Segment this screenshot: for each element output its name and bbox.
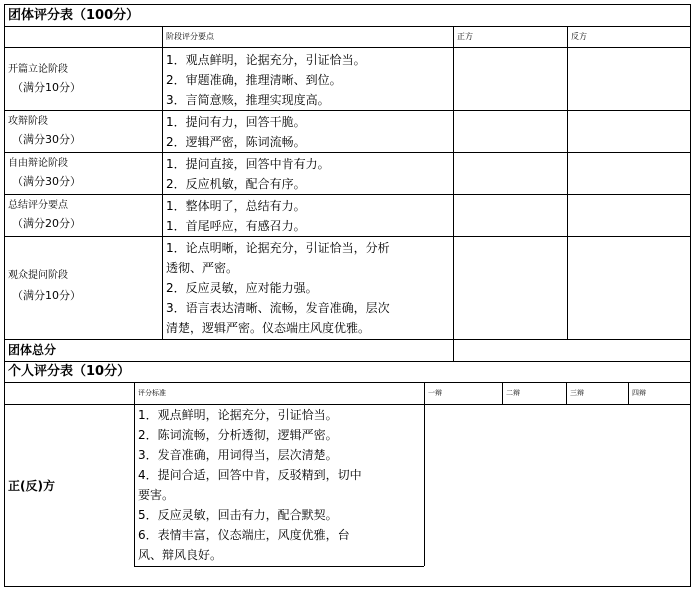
affirmative-header: 正方 — [457, 32, 473, 41]
criteria-point: 1．首尾呼应，有感召力。 — [166, 219, 306, 233]
debater3-header: 三辩 — [570, 389, 584, 397]
stage-max: （满分30分） — [12, 175, 81, 188]
debater2-header: 二辩 — [506, 389, 520, 397]
criteria-point: 3．言简意赅，推理实现度高。 — [166, 93, 330, 107]
criteria-point: 3．发音准确，用词得当，层次清楚。 — [138, 448, 338, 462]
criteria-point: 1．观点鲜明，论据充分，引证恰当。 — [166, 53, 366, 67]
rule — [4, 194, 691, 195]
rule — [4, 236, 691, 237]
negative-header: 反方 — [571, 32, 587, 41]
stage-label: 总结评分要点 — [8, 200, 68, 211]
rule — [162, 26, 163, 339]
team-total-label: 团体总分 — [8, 343, 57, 357]
rule — [566, 382, 567, 404]
stage-label: 观众提问阶段 — [8, 270, 68, 281]
criteria-point: 2．反应机敏，配合有序。 — [166, 177, 306, 191]
rule — [4, 339, 691, 340]
criteria-point: 1．观点鲜明，论据充分，引证恰当。 — [138, 408, 338, 422]
criteria-point: 2．反应灵敏，应对能力强。 — [166, 281, 318, 295]
rule — [628, 382, 629, 404]
document-border — [4, 4, 691, 587]
criteria-point: 1．论点明晰，论据充分，引证恰当，分析 — [166, 241, 390, 255]
rule — [4, 47, 691, 48]
rule — [4, 382, 691, 383]
criteria-point: 1．提问直接，回答中肯有力。 — [166, 157, 330, 171]
rule — [4, 110, 691, 111]
stage-max: （满分10分） — [12, 81, 81, 94]
rule — [453, 26, 454, 361]
criteria-point: 3．语言表达清晰、流畅，发音准确，层次 — [166, 301, 390, 315]
stage-label: 开篇立论阶段 — [8, 64, 68, 75]
rule — [4, 152, 691, 153]
criteria-point: 风、辩风良好。 — [138, 548, 223, 562]
criteria-header: 阶段评分要点 — [166, 32, 214, 41]
individual-table-title: 个人评分表（10分） — [8, 364, 131, 379]
criteria-point: 2．陈词流畅，分析透彻，逻辑严密。 — [138, 428, 338, 442]
rule — [424, 382, 425, 566]
criteria-point: 清楚，逻辑严密。仪态端庄风度优雅。 — [166, 321, 371, 335]
criteria-point: 1．整体明了，总结有力。 — [166, 199, 306, 213]
stage-label: 自由辩论阶段 — [8, 158, 68, 169]
criteria-point: 5．反应灵敏，回击有力，配合默契。 — [138, 508, 338, 522]
criteria-point: 要害。 — [138, 488, 175, 502]
criteria-point: 透彻、严密。 — [166, 261, 239, 275]
stage-max: （满分20分） — [12, 217, 81, 230]
stage-max: （满分30分） — [12, 133, 81, 146]
criteria-point: 4．提问合适，回答中肯，反驳精到，切中 — [138, 468, 362, 482]
criteria-point: 6．表情丰富，仪态端庄，风度优雅，台 — [138, 528, 350, 542]
criteria-point: 2．逻辑严密，陈词流畅。 — [166, 135, 306, 149]
rule — [134, 382, 135, 566]
team-table-title: 团体评分表（100分） — [8, 8, 140, 23]
side-label: 正(反)方 — [8, 479, 55, 493]
rule — [4, 361, 691, 362]
debater4-header: 四辩 — [632, 389, 646, 397]
rule — [4, 404, 691, 405]
debater1-header: 一辩 — [428, 389, 442, 397]
rule — [567, 26, 568, 339]
stage-label: 攻辩阶段 — [8, 116, 48, 127]
criteria-point: 2．审题准确，推理清晰、到位。 — [166, 73, 342, 87]
rule — [134, 566, 424, 567]
rule — [4, 26, 691, 27]
criteria-point: 1．提问有力，回答干脆。 — [166, 115, 306, 129]
rule — [502, 382, 503, 404]
stage-max: （满分10分） — [12, 289, 81, 302]
criteria-header: 评分标准 — [138, 389, 166, 397]
